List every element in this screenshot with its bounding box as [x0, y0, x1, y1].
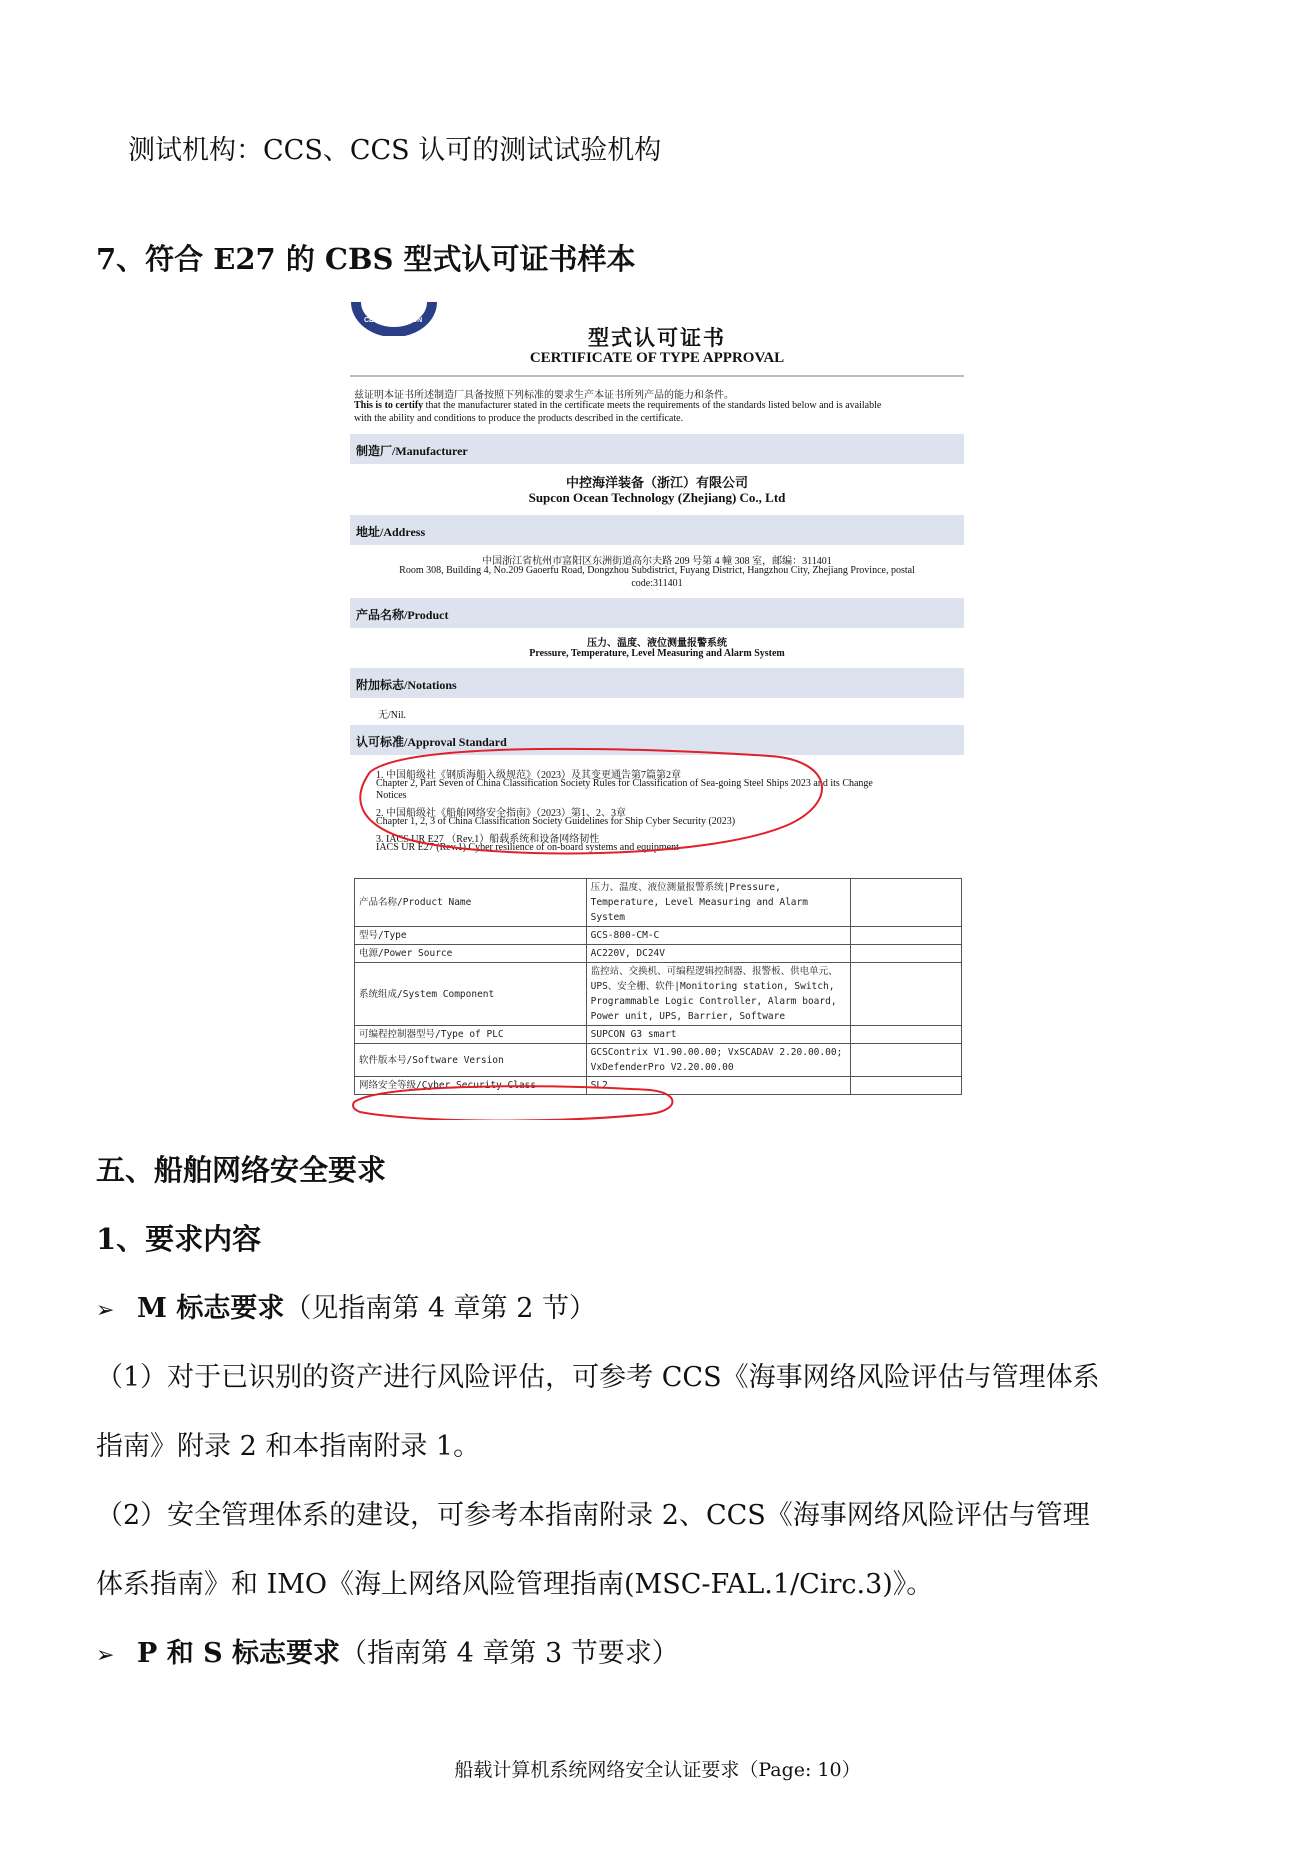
address-en-2: code:311401 [631, 578, 683, 589]
cert-intro-en-rest: that the manufacturer stated in the certificate meets the requirements of the standards listed below and is available [423, 400, 882, 411]
section-5-title: 五、船舶网络安全要求 [96, 1153, 387, 1187]
manufacturer-cn: 中控海洋装备（浙江）有限公司 [565, 475, 748, 490]
cert-intro-cn: 兹证明本证书所述制造厂具备按照下列标准的要求生产本证书所列产品的能力和条件。 [354, 390, 734, 401]
table-cell-value: 压力、温度、液位测量报警系统|Pressure, Temperature, Level Measuring and Alarm System [586, 879, 851, 927]
product-en: Pressure, Temperature, Level Measuring and Alarm System [529, 648, 785, 659]
paragraph-2-line-1: （2）安全管理体系的建设，可参考本指南附录 2、CCS《海事网络风险评估与管理 [96, 1500, 1090, 1531]
standard-line: 3. IACS UR E27 （Rev.1）船载系统和设备网络韧性 [376, 834, 600, 845]
standard-line: IACS UR E27 (Rev.1) Cyber resilience of on-board systems and equipment [376, 842, 679, 853]
logo-text: CLASSIFICATION [364, 317, 423, 324]
table-cell-label: 产品名称/Product Name [355, 879, 587, 927]
cert-title-cn: 型式认可证书 [588, 326, 726, 350]
annotation-overlay [350, 300, 964, 1120]
notations-label: 附加标志/Notations [356, 678, 457, 692]
page-footer: 船载计算机系统网络安全认证要求（Page: 10） [454, 1759, 861, 1781]
paragraph-2-line-2: 体系指南》和 IMO《海上网络风险管理指南(MSC-FAL.1/Circ.3)》。 [96, 1569, 934, 1600]
m-requirement-item [96, 1286, 596, 1325]
cert-intro-en-2: with the ability and conditions to produce the products described in the certificate. [354, 413, 684, 424]
cert-intro-en-bold: This is to certify [354, 400, 424, 411]
address-cn: 中国浙江省杭州市富阳区东洲街道高尔夫路 209 号第 4 幢 308 室，邮编：311401 [482, 556, 832, 567]
table-cell-label: 网络安全等级/Cyber Security Class [355, 1077, 587, 1095]
table-cell-value: 监控站、交换机、可编程逻辑控制器、报警板、供电单元、UPS、安全栅、软件|Monitoring station, Switch, Programmable Logic Controller, Alarm board, Power unit, UPS, Barrier, Software [586, 963, 851, 1026]
standard-line: Chapter 1, 2, 3 of China Classification Society Guidelines for Ship Cyber Security (2023) [376, 816, 736, 827]
standard-label: 认可标准/Approval Standard [356, 735, 507, 749]
certificate-image [350, 300, 964, 1120]
subsection-1-title: 1、要求内容 [96, 1222, 262, 1256]
address-en-1: Room 308, Building 4, No.209 Gaoerfu Road, Dongzhou Subdistrict, Fuyang District, Hangzhou City, Zhejiang Province, postal [399, 565, 915, 576]
standard-line: Notices [376, 790, 407, 801]
table-cell-label: 可编程控制器型号/Type of PLC [355, 1026, 587, 1044]
table-cell-label: 型号/Type [355, 927, 587, 945]
arrow-bullet-icon: ➢ [96, 1643, 115, 1668]
paragraph-1-line-1: （1）对于已识别的资产进行风险评估，可参考 CCS《海事网络风险评估与管理体系 [96, 1362, 1100, 1393]
table-cell-label: 系统组成/System Component [355, 963, 587, 1026]
testing-agency-line: 测试机构：CCS、CCS 认可的测试试验机构 [128, 135, 662, 166]
table-cell-label: 电源/Power Source [355, 945, 587, 963]
security-class-highlight-ellipse [353, 1086, 673, 1120]
standard-line: 2. 中国船级社《船舶网络安全指南》（2023）第1、2、3章 [376, 808, 626, 819]
address-label: 地址/Address [356, 525, 426, 539]
table-cell-label: 软件版本号/Software Version [355, 1044, 587, 1077]
table-cell-value: SL2 [586, 1077, 851, 1095]
table-cell-value: SUPCON G3 smart [586, 1026, 851, 1044]
manufacturer-label: 制造厂/Manufacturer [356, 444, 468, 458]
ps-requirement-ref: （指南第 4 章第 3 节要求） [340, 1638, 679, 1669]
table-cell-value: GCSContrix V1.90.00.00; VxSCADAV 2.20.00.00; VxDefenderPro V2.20.00.00 [586, 1044, 851, 1077]
table-cell-value: GCS-800-CM-C [586, 927, 851, 945]
product-label: 产品名称/Product [356, 608, 449, 622]
standard-line: Chapter 2, Part Seven of China Classification Society Rules for Classification of Sea-going Steel Ships 2023 and its Change [376, 778, 873, 789]
ps-requirement-item [96, 1631, 679, 1670]
arrow-bullet-icon: ➢ [96, 1298, 115, 1323]
manufacturer-en: Supcon Ocean Technology (Zhejiang) Co., Ltd [528, 490, 786, 505]
ps-requirement-title: P 和 S 标志要求 [137, 1638, 341, 1669]
paragraph-1-line-2: 指南》附录 2 和本指南附录 1。 [96, 1431, 481, 1462]
m-requirement-title: M 标志要求 [137, 1293, 285, 1324]
table-cell-value: AC220V, DC24V [586, 945, 851, 963]
cert-title-en: CERTIFICATE OF TYPE APPROVAL [529, 350, 785, 366]
section-7-title: 7、符合 E27 的 CBS 型式认可证书样本 [96, 242, 636, 276]
m-requirement-ref: （见指南第 4 章第 2 节） [284, 1293, 597, 1324]
standard-highlight-ellipse [360, 749, 822, 854]
notations-value: 无/Nil. [378, 710, 407, 721]
standard-line: 1. 中国船级社《钢质海船入级规范》（2023）及其变更通告第7篇第2章 [376, 770, 681, 781]
product-cn: 压力、温度、液位测量报警系统 [587, 638, 727, 649]
